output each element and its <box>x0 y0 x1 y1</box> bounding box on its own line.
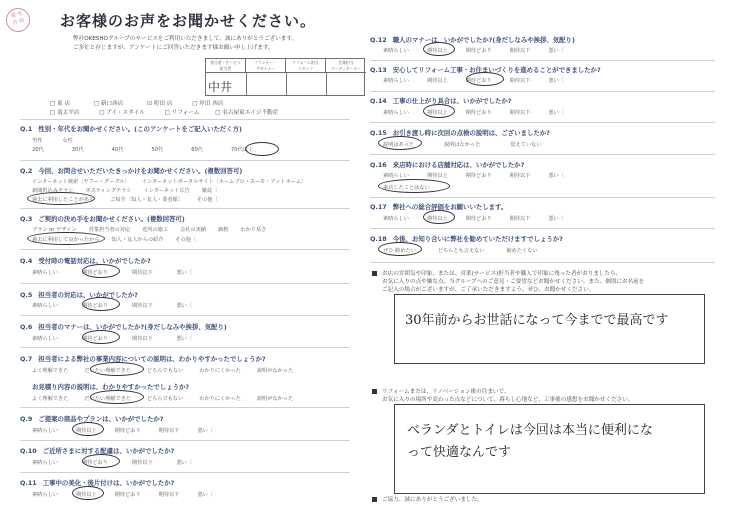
question-11: Q.11 工事中の美化・後片付けは、いかがでしたか? <box>20 479 175 487</box>
question-4: Q.4 受付時の電話対応は、いかがでしたか? <box>20 257 151 265</box>
staff-header-planner: プランナー・ デザイナー <box>246 59 286 73</box>
q11-options: 素晴らしい 期待以上 期待どおり 期待以下 悪い〔 <box>32 492 214 498</box>
question-9: Q.9 ご提案の商品やプランは、いかがでしたか? <box>20 415 164 423</box>
q18-options: ぜひ 勧めたい どちらとも言えない 勧めたくない <box>383 248 538 254</box>
intro-line-1: 弊社OKESHOグループのサービスをご利用いただきまして、誠にありがとうございます。 <box>73 36 298 42</box>
question-10: Q.10 ご近所さまに対する配慮は、いかがでしたか? <box>20 447 175 455</box>
question-6: Q.6 担当者のマナーは、いかがでしたか?(身だしなみや挨拶、気配り) <box>20 323 227 331</box>
question-1: Q.1 性別・年代をお聞かせください。(このアンケートをご記入いただく方) <box>20 125 242 133</box>
feedback1-box[interactable] <box>394 294 705 364</box>
feedback2-handwriting-line-1: ベランダとトイレは今回は本当に便利にな <box>407 423 653 438</box>
q12-options: 素晴らしい 期待以上 期待どおり 期待以下 悪い〔 <box>383 48 565 54</box>
q14-options: 素晴らしい 期待以上 期待どおり 期待以下 悪い〔 <box>383 110 565 116</box>
q5-options: 素晴らしい 期待どおり 期待以下 悪い〔 <box>32 303 193 309</box>
page-title: お客様のお声をお聞かせください。 <box>60 12 317 30</box>
q1-gender-options: 男性 女性 <box>32 138 73 144</box>
staff-handwritten-name: 中井 <box>208 80 233 94</box>
feedback2-box[interactable] <box>394 404 705 494</box>
q16-answer-circle <box>378 179 450 193</box>
question-2: Q.2 今回、お問合せいただいたきっかけをお聞かせください。(複数回答可) <box>20 167 243 175</box>
question-18: Q.18 今後、お知り合いに弊社を勧めていただけますでしょうか? <box>370 235 563 243</box>
footer-thanks: ご協力、誠にありがとうございました。 <box>372 496 483 504</box>
question-17: Q.17 弊社への総合評価をお願いいたします。 <box>370 203 508 211</box>
question-13: Q.13 安心してリフォーム工事・お住まいづくりを進めることができましたか? <box>370 66 601 74</box>
q3-options-row-2: 過去に利用して良かったから 知人・友人からの紹介 その他〔 <box>32 237 197 243</box>
feedback1-prompt: お店の雰囲気や印象、または、営業(サービス)担当者や職人で印象に残った者がおりましたら、 お気に入りの点や嫌な点、当グループへのご意見・ご要望などお聞かせください。また、個別にお名前を ご記入の場合がございますが、ご了承いただきますよう、ぜひ、お聞かせください。 <box>372 270 644 294</box>
q6-options: 素晴らしい 期待どおり 期待以下 悪い〔 <box>32 336 193 342</box>
q9-answer-circle <box>72 422 104 436</box>
q13-answer-circle <box>466 72 504 86</box>
store-row-2: □ 南太平店 □ アイ・スタイル □ リフォーム □ 名古屋東エイジ不動産 <box>50 110 279 116</box>
q16-extra-option: 来店したことはない <box>383 185 430 191</box>
q2-options-row-1: インターネット検索〔ヤフー・グーグル〕 インターネットポータルサイト〔ホームプロ・スーモ・アットホーム〕 <box>32 179 307 185</box>
q2-options-row-2: 新聞折込みチラシ ポスティングチラシ インターネット広告 雑誌〔 <box>32 188 218 194</box>
q4-answer-circle <box>82 264 120 278</box>
q4-options: 素晴らしい 期待どおり 期待以下 悪い〔 <box>32 270 193 276</box>
feedback1-handwriting: 30年前からお世話になって今までで最高です <box>405 313 669 328</box>
q3-options-row-1: プラン or デザイン 営業担当者の対応 近所の施工 会社の実績 価格 わかり易さ <box>32 227 267 233</box>
q2-answer-circle <box>27 192 95 205</box>
question-8: お見積り内容の説明は、わかりやすかったでしょうか? <box>32 383 190 391</box>
q10-options: 素晴らしい 期待どおり 期待以下 悪い〔 <box>32 460 193 466</box>
q2-options-row-3: 過去に利用したことがある ご紹介〔知人・友人・業者様〕 その他〔 <box>32 197 218 203</box>
question-3: Q.3 ご契約の決め手をお聞かせください。(複数回答可) <box>20 215 185 223</box>
intro-line-2: ご多忙と存じますが、アンケートにご回答いただきます様お願い申し上げます。 <box>73 45 274 51</box>
question-15: Q.15 お引き渡し時に次回の点検の説明は、ございましたか? <box>370 129 550 137</box>
q10-answer-circle <box>82 454 120 468</box>
q8-answer-circle <box>90 390 144 404</box>
evaluation-stamp: 優 秀 評 価 <box>3 5 32 34</box>
staff-header-service: 担当者・サービス 担当者 <box>206 59 246 73</box>
store-row-1: □ 東 店 □ 新口西店 ☑ 町田 店 □ 岸田 西店 <box>50 101 224 107</box>
q16-options: 素晴らしい 期待以上 期待どおり 期待以下 悪い〔 <box>383 173 565 179</box>
staff-header-sales: 営業担当 コーディネーター <box>326 59 366 73</box>
q7-answer-circle <box>90 362 144 376</box>
q17-answer-circle <box>423 210 455 224</box>
q15-options: 説明はあった 説明はなかった 覚えていない <box>383 142 542 148</box>
q6-answer-circle <box>82 330 120 344</box>
question-14: Q.14 工事の仕上がり具合は、いかがでしたか? <box>370 97 512 105</box>
feedback2-handwriting-line-2: って快適なんです <box>407 445 512 460</box>
q9-options: 素晴らしい 期待以上 期待どおり 期待以下 悪い〔 <box>32 428 214 434</box>
q3-answer-circle <box>27 232 105 245</box>
q15-answer-circle <box>378 136 422 150</box>
q8-options: よく理解できた だいたい理解できた どちらでもない わかりにくかった 説明がなかった <box>32 396 294 402</box>
q1-age-options: 20代 30代 40代 50代 60代 70代以上 <box>32 147 254 153</box>
q14-answer-circle <box>423 104 455 118</box>
q18-answer-circle <box>378 242 422 256</box>
question-5: Q.5 担当者の対応は、いかがでしたか? <box>20 291 138 299</box>
q17-options: 素晴らしい 期待以上 期待どおり 期待以下 悪い〔 <box>383 216 565 222</box>
q11-answer-circle <box>72 486 104 500</box>
q13-options: 素晴らしい 期待以上 期待どおり 期待以下 悪い〔 <box>383 78 565 84</box>
q5-answer-circle <box>82 297 120 311</box>
feedback2-prompt: リフォームまたは、リノベーション後の住まいで、 お気に入りの場所や変わった点などについて、暮らし心地など、工事後の感想をお聞かせください。 <box>372 388 633 404</box>
staff-header-reform: リフォーム担当 スタッフ <box>286 59 326 73</box>
question-12: Q.12 職人のマナーは、いかがでしたか?(身だしなみや挨拶、気配り) <box>370 36 575 44</box>
q12-answer-circle <box>423 42 455 56</box>
question-16: Q.16 来店時における店舗対応は、いかがでしたか? <box>370 161 525 169</box>
q7-options: よく理解できた だいたい理解できた どちらでもない わかりにくかった 説明がなかった <box>32 368 294 374</box>
q1-answer-circle <box>245 142 279 156</box>
question-7: Q.7 担当者による弊社の事業内容についての説明は、わかりやすかったでしょうか? <box>20 355 266 363</box>
